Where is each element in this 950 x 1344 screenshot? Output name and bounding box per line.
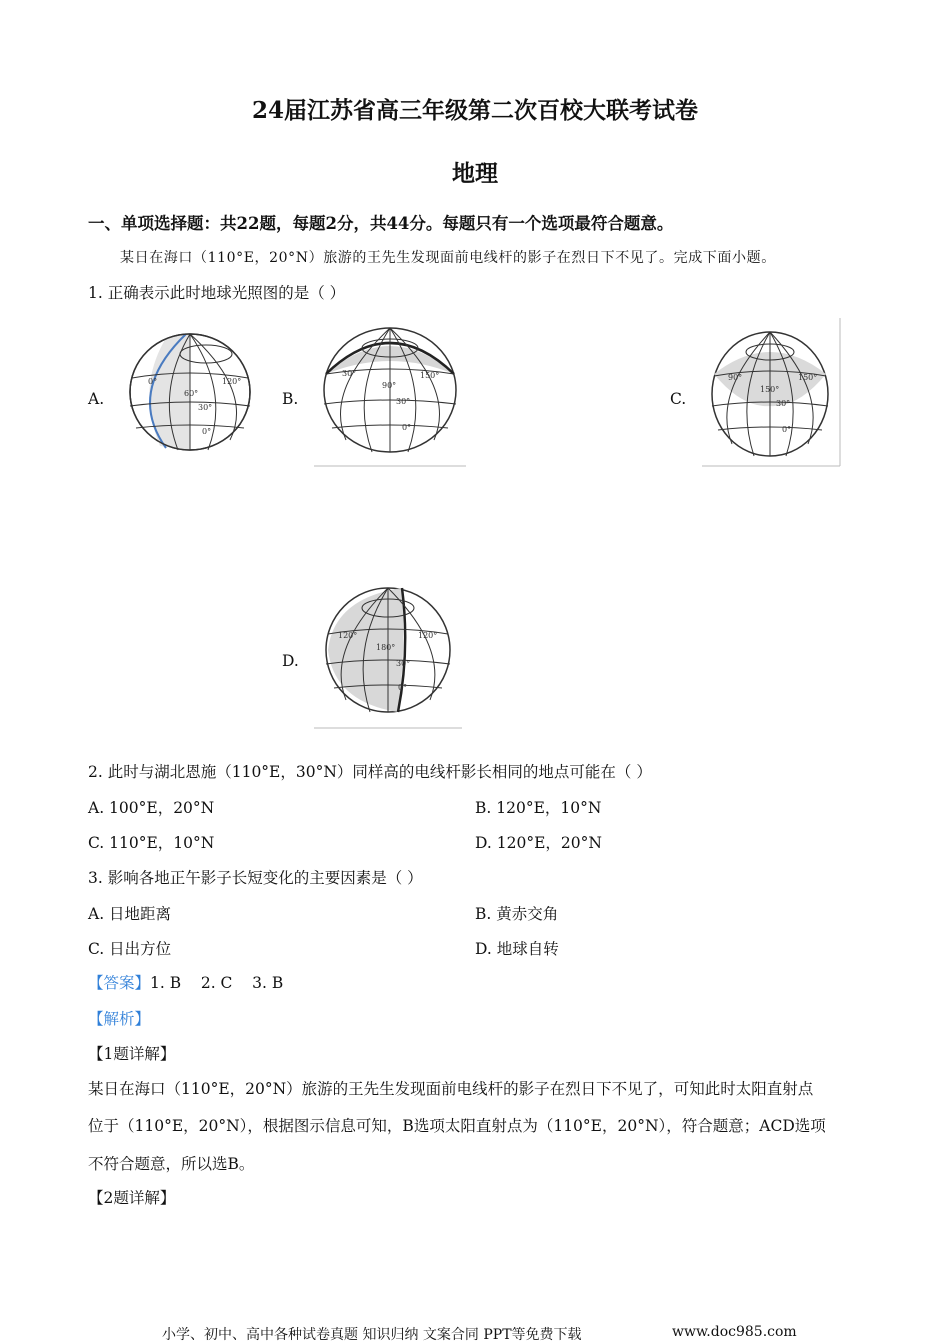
- detail1-heading: 【1题详解】: [88, 1045, 176, 1063]
- q3-stem: 3. 影响各地正午影子长短变化的主要因素是（ ）: [88, 869, 423, 887]
- detail1-line-1: 某日在海口（110°E，20°N）旅游的王先生发现面前电线杆的影子在烈日下不见了，可知此时太阳直射点: [88, 1080, 814, 1098]
- globe-a-deg-4: 30°: [198, 403, 213, 412]
- answer-line: [88, 971, 283, 993]
- globe-d-deg-1: 120°: [338, 631, 358, 640]
- globe-b-deg-3: 150°: [420, 371, 440, 380]
- q2-option-d: D. 120°E，20°N: [475, 834, 602, 852]
- q1-option-b-label: B.: [282, 390, 299, 408]
- globe-d-deg-2: 180°: [376, 643, 396, 652]
- globe-a-deg-3: 120°: [222, 377, 242, 386]
- q1-stem: 1. 正确表示此时地球光照图的是（ ）: [88, 284, 346, 302]
- q3-option-a: A. 日地距离: [88, 905, 172, 923]
- globe-a: [126, 328, 256, 452]
- q2-stem: 2. 此时与湖北恩施（110°E，30°N）同样高的电线杆影长相同的地点可能在（ ）: [88, 763, 652, 781]
- globe-b-deg-4: 30°: [396, 397, 411, 406]
- q2-option-a: A. 100°E，20°N: [88, 799, 215, 817]
- globe-d-deg-3: 120°: [418, 631, 438, 640]
- subject-title: 地理: [452, 160, 498, 187]
- analysis-tag: 【解析】: [88, 1010, 151, 1028]
- answer-text: 1. B 2. C 3. B: [150, 974, 284, 992]
- detail1-line-3: 不符合题意，所以选B。: [88, 1155, 255, 1173]
- globe-a-deg-1: 0°: [148, 377, 158, 386]
- globe-b: [314, 318, 468, 468]
- globe-c-deg-2: 150°: [760, 385, 780, 394]
- q1-option-d-label: D.: [282, 652, 299, 670]
- q1-option-c-label: C.: [670, 390, 687, 408]
- footer-text: 小学、初中、高中各种试卷真题 知识归纳 文案合同 PPT等免费下载: [162, 1327, 582, 1343]
- detail2-heading: 【2题详解】: [88, 1189, 176, 1207]
- globe-b-deg-1: 30°: [342, 369, 357, 378]
- q2-option-b: B. 120°E，10°N: [475, 799, 602, 817]
- detail1-line-2: 位于（110°E，20°N），根据图示信息可知，B选项太阳直射点为（110°E，20°N），符合题意；ACD选项: [88, 1117, 826, 1135]
- q1-option-a-label: A.: [88, 390, 105, 408]
- globe-c-deg-4: 30°: [776, 399, 791, 408]
- footer-url[interactable]: www.doc985.com: [672, 1324, 797, 1340]
- answer-tag: 【答案】: [88, 974, 151, 992]
- globe-a-deg-5: 0°: [202, 427, 212, 436]
- globe-c-deg-5: 0°: [782, 425, 792, 434]
- intro-text: 某日在海口（110°E，20°N）旅游的王先生发现面前电线杆的影子在烈日下不见了。完成下面小题。: [120, 250, 776, 266]
- globe-d-deg-5: 0°: [398, 683, 408, 692]
- globe-b-deg-5: 0°: [402, 423, 412, 432]
- globe-c-deg-3: 150°: [798, 373, 818, 382]
- q3-option-d: D. 地球自转: [475, 940, 559, 958]
- globe-d: [314, 578, 464, 730]
- globe-d-deg-4: 30°: [396, 659, 411, 668]
- exam-title: 24届江苏省高三年级第二次百校大联考试卷: [251, 97, 698, 124]
- section-heading: 一、单项选择题：共22题，每题2分，共44分。每题只有一个选项最符合题意。: [88, 214, 674, 233]
- globe-c-deg-1: 90°: [728, 373, 743, 382]
- globe-c: [702, 318, 842, 468]
- globe-b-deg-2: 90°: [382, 381, 397, 390]
- q3-option-b: B. 黄赤交角: [475, 905, 559, 923]
- globe-a-deg-2: 60°: [184, 389, 199, 398]
- q2-option-c: C. 110°E，10°N: [88, 834, 215, 852]
- q3-option-c: C. 日出方位: [88, 940, 172, 958]
